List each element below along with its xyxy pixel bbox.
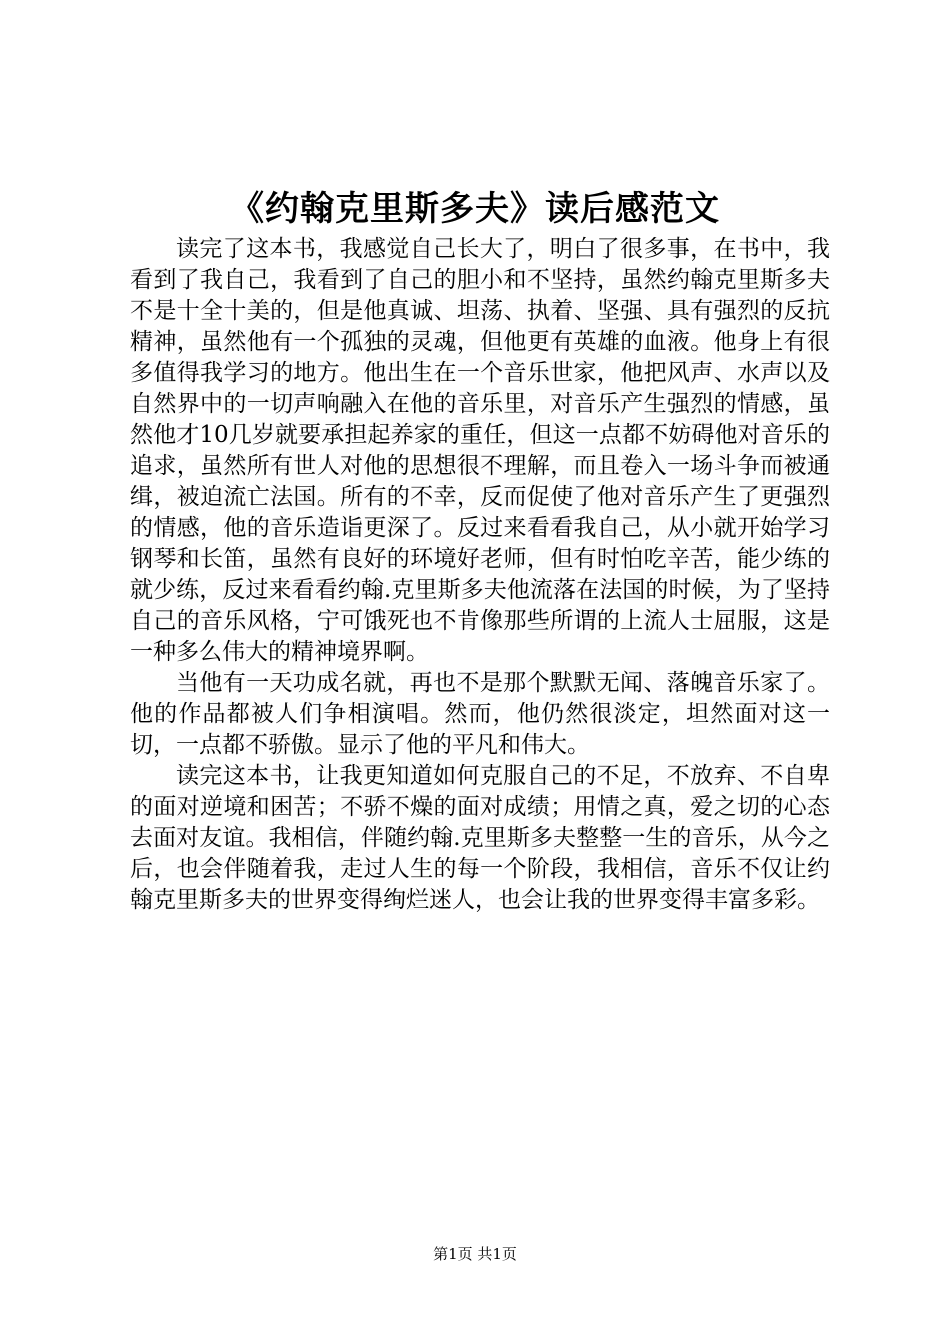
page-footer: 第1页 共1页 <box>433 1245 517 1263</box>
paragraph-1: 读完了这本书，我感觉自己长大了，明白了很多事，在书中，我看到了我自己，我看到了自己的胆小和不坚持，虽然约翰克里斯多夫不是十全十美的，但是他真诚、坦荡、执着、坚强、具有强烈的反抗精神，虽然他有一个孤独的灵魂，但他更有英雄的血液。他身上有很多值得我学习的地方。他出生在一个音乐世家，他把风声、水声以及自然界中的一切声响融入在他的音乐里，对音乐产生强烈的情感，虽然他才10几岁就要承担起养家的重任，但这一点都不妨碍他对音乐的追求，虽然所有世人对他的思想很不理解，而且卷入一场斗争而被通缉，被迫流亡法国。所有的不幸，反而促使了他对音乐产生了更强烈的情感，他的音乐造诣更深了。反过来看看我自己，从小就开始学习钢琴和长笛，虽然有良好的环境好老师，但有时怕吃辛苦，能少练的就少练，反过来看看约翰.克里斯多夫他流落在法国的时候，为了坚持自己的音乐风格，宁可饿死也不肯像那些所谓的上流人士屈服，这是一种多么伟大的精神境界啊。 <box>130 236 830 665</box>
paragraph-3: 读完这本书，让我更知道如何克服自己的不足，不放弃、不自卑的面对逆境和困苦；不骄不燥的面对成绩；用情之真，爱之切的心态去面对友谊。我相信，伴随约翰.克里斯多夫整整一生的音乐，从今之后，也会伴随着我，走过人生的每一个阶段，我相信，音乐不仅让约翰克里斯多夫的世界变得绚烂迷人，也会让我的世界变得丰富多彩。 <box>130 763 830 913</box>
document-title: 《约翰克里斯多夫》读后感范文 <box>230 189 720 229</box>
document-body <box>130 234 830 916</box>
paragraph-2: 当他有一天功成名就，再也不是那个默默无闻、落魄音乐家了。他的作品都被人们争相演唱。然而，他仍然很淡定，坦然面对这一切，一点都不骄傲。显示了他的平凡和伟大。 <box>130 670 830 758</box>
